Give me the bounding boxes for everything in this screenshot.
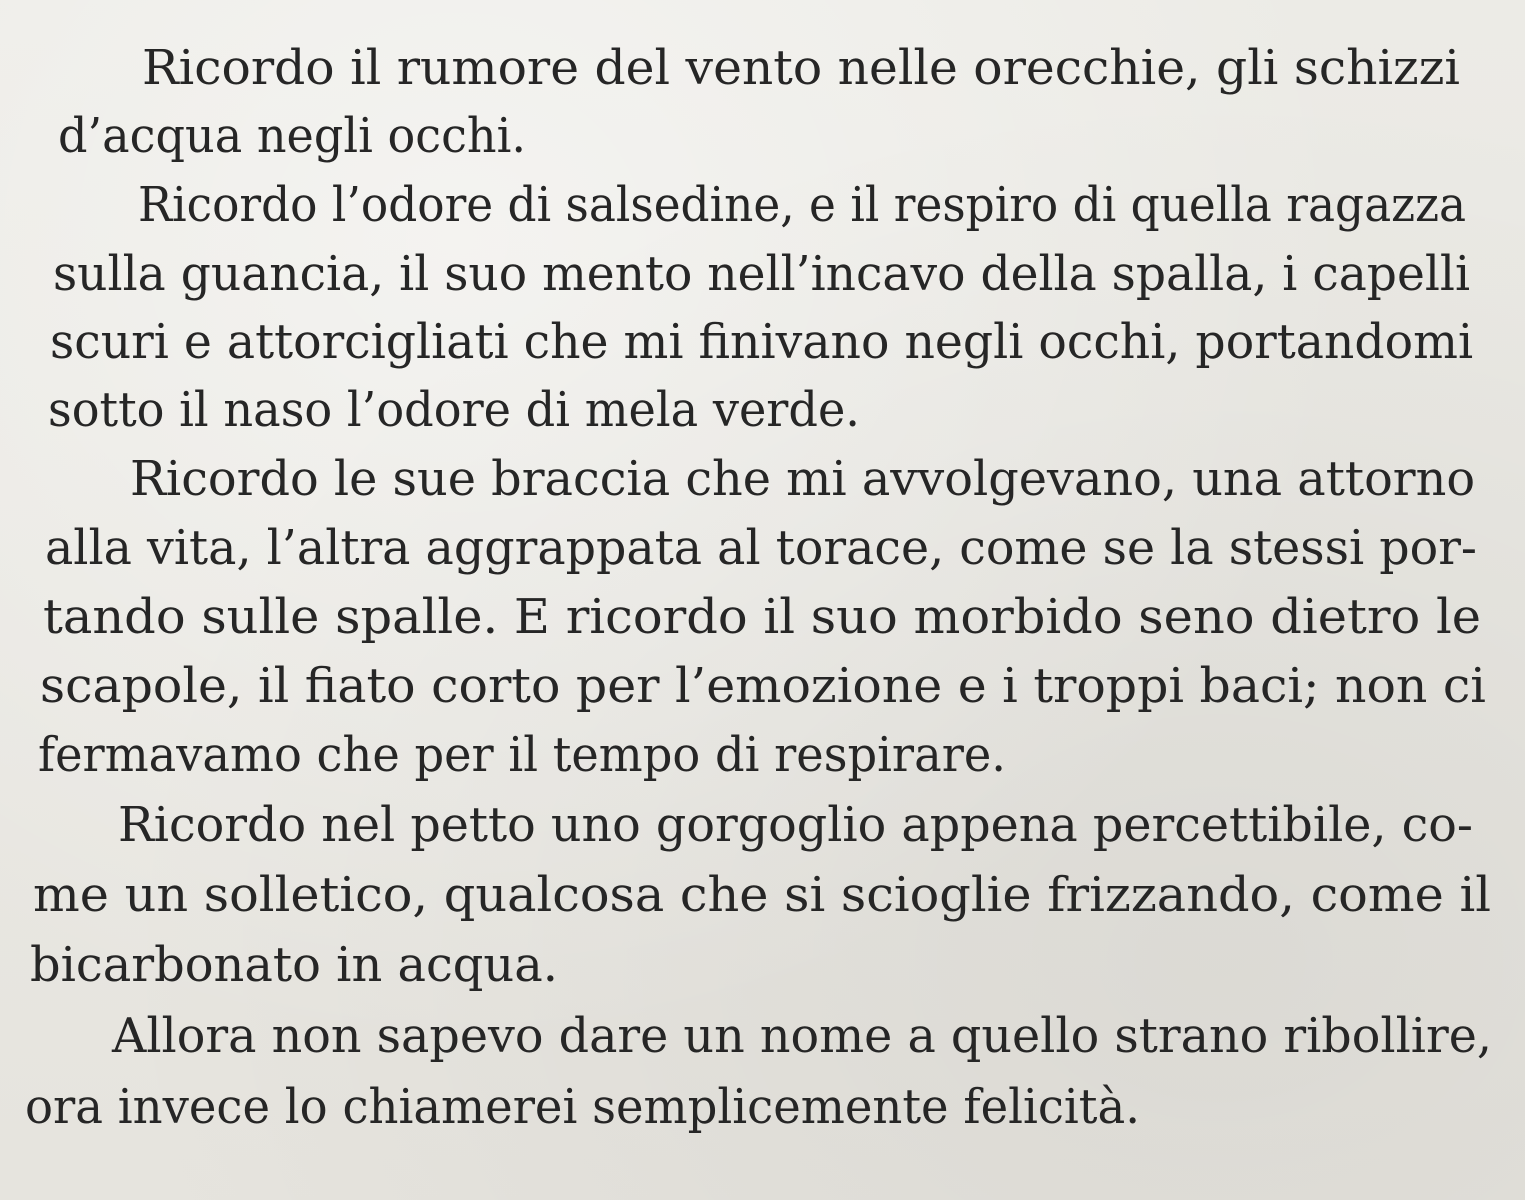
text-line <box>50 307 1525 377</box>
text-line <box>142 33 1525 103</box>
text-line-content: Ricordo nel petto uno gorgoglio appena percettibile, co- <box>118 797 1473 853</box>
text-line <box>112 1001 1525 1071</box>
text-line-content: fermavamo che per il tempo di respirare. <box>38 727 1006 783</box>
text-line <box>58 101 1525 171</box>
text-line <box>43 582 1525 652</box>
text-line <box>53 239 1525 309</box>
text-line <box>38 720 1525 790</box>
text-line <box>118 790 1525 860</box>
text-line-content: tando sulle spalle. E ricordo il suo morbido seno dietro le <box>43 589 1482 645</box>
text-line-content: bicarbonato in acqua. <box>30 937 558 993</box>
text-line-content: alla vita, l’altra aggrappata al torace, come se la stessi por- <box>45 520 1477 576</box>
text-line-content: d’acqua negli occhi. <box>58 108 527 164</box>
text-line-content: sotto il naso l’odore di mela verde. <box>48 382 861 438</box>
text-line <box>30 930 1525 1000</box>
text-line <box>130 444 1525 514</box>
text-line-content: me un solletico, qualcosa che si scioglie frizzando, come il <box>33 867 1492 923</box>
text-line-content: Ricordo l’odore di salsedine, e il respiro di quella ragazza <box>138 177 1467 233</box>
text-line <box>48 375 1525 445</box>
text-line <box>25 1072 1525 1142</box>
text-line-content: ora invece lo chiamerei semplicemente felicità. <box>25 1079 1140 1135</box>
text-line-content: scapole, il fiato corto per l’emozione e i troppi baci; non ci <box>40 658 1486 714</box>
text-line-content: Ricordo le sue braccia che mi avvolgevano, una attorno <box>130 451 1476 507</box>
text-line-content: Ricordo il rumore del vento nelle orecchie, gli schizzi <box>142 40 1460 96</box>
text-line <box>40 651 1525 721</box>
text-line <box>138 170 1525 240</box>
text-line-content: Allora non sapevo dare un nome a quello strano ribollire, <box>112 1008 1493 1064</box>
text-line <box>33 860 1525 930</box>
text-line-content: sulla guancia, il suo mento nell’incavo della spalla, i capelli <box>53 246 1471 302</box>
text-line <box>45 513 1525 583</box>
text-line-content: scuri e attorcigliati che mi finivano negli occhi, portandomi <box>50 314 1474 370</box>
